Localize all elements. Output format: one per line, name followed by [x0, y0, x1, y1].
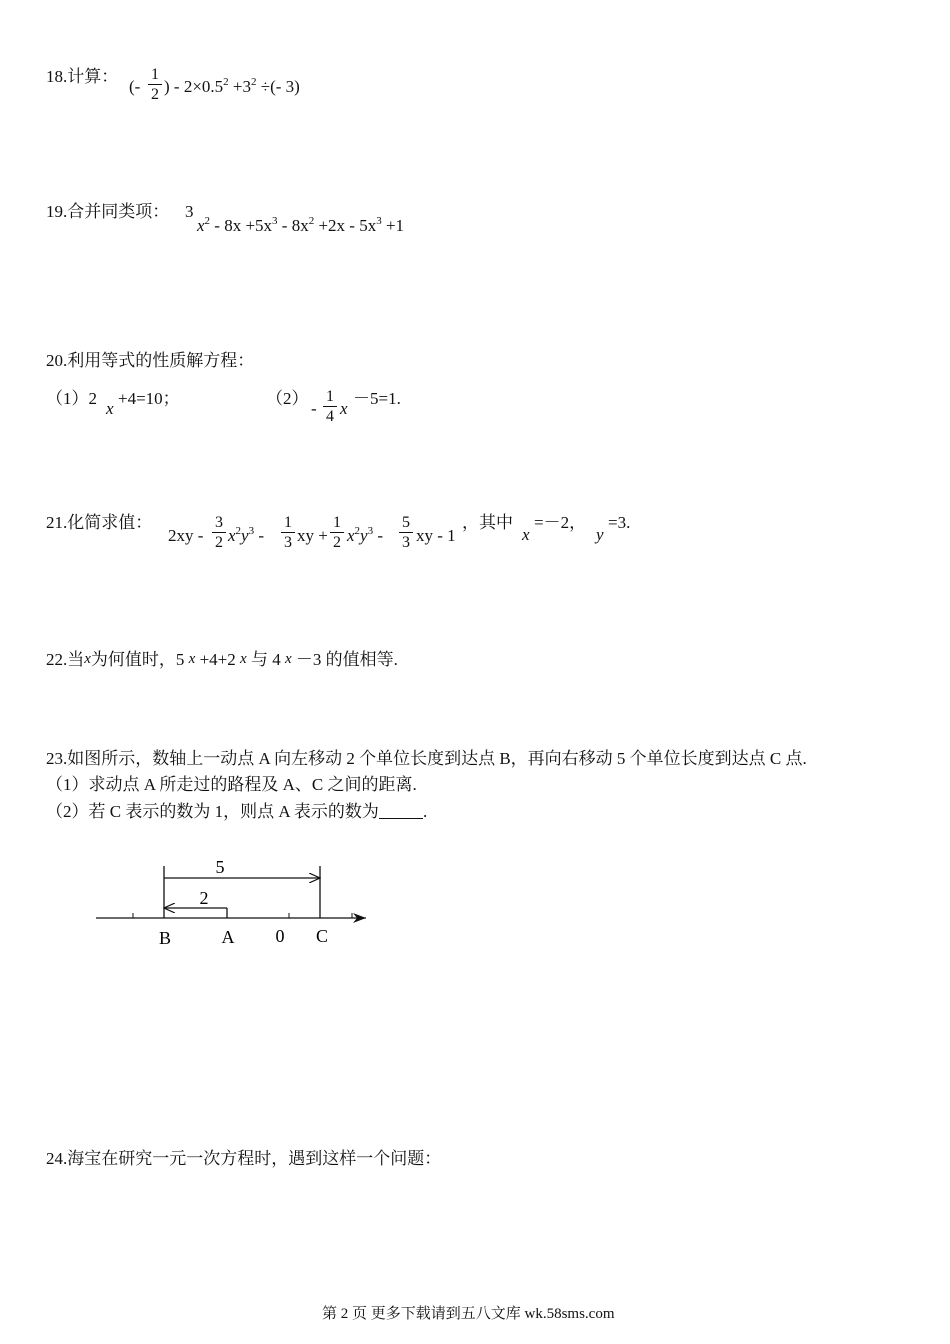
point-c-label: C [315, 926, 329, 946]
p18-frac-num: 1 [151, 66, 159, 83]
p20-part2-rest: －5=1. [353, 389, 401, 408]
p23-line1: 23.如图所示，数轴上一动点 A 向左移动 2 个单位长度到达点 B，再向右移动 5 个单位长度到达点 C 点. [46, 749, 807, 768]
p20-frac-den: 4 [326, 408, 334, 425]
p18-open: (- [129, 77, 141, 96]
p23-line3-prefix: （2）若 C 表示的数为 1，则点 A 表示的数为 [46, 802, 379, 821]
p21-frac1-num: 3 [215, 514, 223, 531]
p19-exp-d: 3 [376, 215, 382, 227]
p18-exp1: 2 [223, 76, 229, 88]
p21-frac2-num: 1 [284, 514, 292, 531]
page-footer: 第 2 页 更多下载请到五八文库 wk.58sms.com [322, 1306, 615, 1322]
p18-rest2: +3 [232, 77, 252, 96]
point-b-label: B [158, 928, 172, 948]
p20-frac-num: 1 [326, 388, 334, 405]
p19-expr-c: - 8x [281, 216, 309, 235]
p20-part1-rest: +4=10； [118, 389, 180, 408]
p20-part1-label: （1）2 [46, 389, 97, 408]
p21-frac4-den: 3 [402, 534, 410, 551]
p21-t4f: 3 [367, 525, 374, 537]
p19-expr-e: +1 [385, 216, 405, 235]
problem-24-label: 24.海宝在研究一元一次方程时，遇到这样一个问题： [46, 1149, 442, 1168]
problem-21-label: 21.化简求值： [46, 513, 153, 532]
p22-var4: x [284, 651, 292, 667]
p21-t2e: 2 [235, 525, 242, 537]
p23-line3-suffix: . [422, 802, 428, 821]
p21-frac3-num: 1 [333, 514, 341, 531]
p18-frac-den: 2 [151, 86, 159, 103]
p21-tail2: =－2， [534, 513, 587, 532]
p20-part1-var: x [106, 399, 114, 418]
p18-rest3: ÷(- 3) [260, 77, 300, 96]
p21-t4c: - [377, 526, 384, 545]
p21-t4b: y [360, 526, 368, 545]
p18-exp2: 2 [251, 76, 257, 88]
point-a-label: A [221, 927, 235, 947]
p21-frac4-num: 5 [402, 514, 410, 531]
problem-19-label: 19.合并同类项： [46, 202, 170, 221]
point-0-label: 0 [275, 926, 285, 946]
p20-part2-sign: - [311, 399, 317, 418]
p21-t4a: x [347, 526, 355, 545]
p21-t4e: 2 [354, 525, 361, 537]
p21-var-x: x [522, 525, 530, 544]
p19-exp-c: 2 [308, 215, 315, 227]
p22-prefix: 22.当 [46, 650, 85, 669]
label-2: 2 [199, 888, 209, 908]
p22-mid3: 与 4 [250, 650, 281, 669]
p22-var1: x [84, 651, 91, 667]
p22-var2: x [188, 651, 196, 667]
p19-expr-d: +2x - 5x [318, 216, 377, 235]
p21-frac1-den: 2 [215, 534, 223, 551]
p19-expr-a: x [197, 216, 205, 235]
p18-rest1: - 2×0.5 [173, 77, 224, 96]
p21-frac2-den: 3 [284, 534, 292, 551]
p19-exp-b: 3 [272, 215, 278, 227]
p22-var3: x [240, 651, 247, 667]
p18-close: ) [164, 77, 170, 96]
label-5: 5 [215, 857, 225, 877]
p21-t2a: x [228, 526, 236, 545]
p22-mid2: +4+2 [199, 650, 236, 669]
problem-18-label: 18.计算： [46, 67, 119, 86]
p21-t2f: 3 [248, 525, 255, 537]
p21-t1-text: 2xy - [168, 526, 204, 545]
p21-tail1: ，其中 [462, 513, 513, 532]
p20-part2-var: x [340, 399, 348, 418]
p21-t3-text: xy + [297, 526, 328, 545]
p19-exp-a: 2 [204, 215, 211, 227]
p21-tail3: =3. [608, 513, 631, 532]
problem-20-label: 20.利用等式的性质解方程： [46, 351, 255, 370]
p20-part2-label: （2） [266, 389, 309, 408]
p21-var-y: y [596, 525, 604, 544]
p23-line2: （1）求动点 A 所走过的路程及 A、C 之间的距离. [46, 775, 417, 794]
p21-frac3-den: 2 [333, 534, 341, 551]
p22-mid4: －3 的值相等. [295, 650, 398, 669]
p21-t2c: - [258, 526, 265, 545]
p19-lead: 3 [185, 202, 194, 221]
p22-mid1: 为何值时，5 [90, 650, 185, 669]
p21-t5-text: xy - 1 [416, 526, 456, 545]
p21-t2b: y [241, 526, 249, 545]
p19-expr-b: - 8x +5x [214, 216, 273, 235]
